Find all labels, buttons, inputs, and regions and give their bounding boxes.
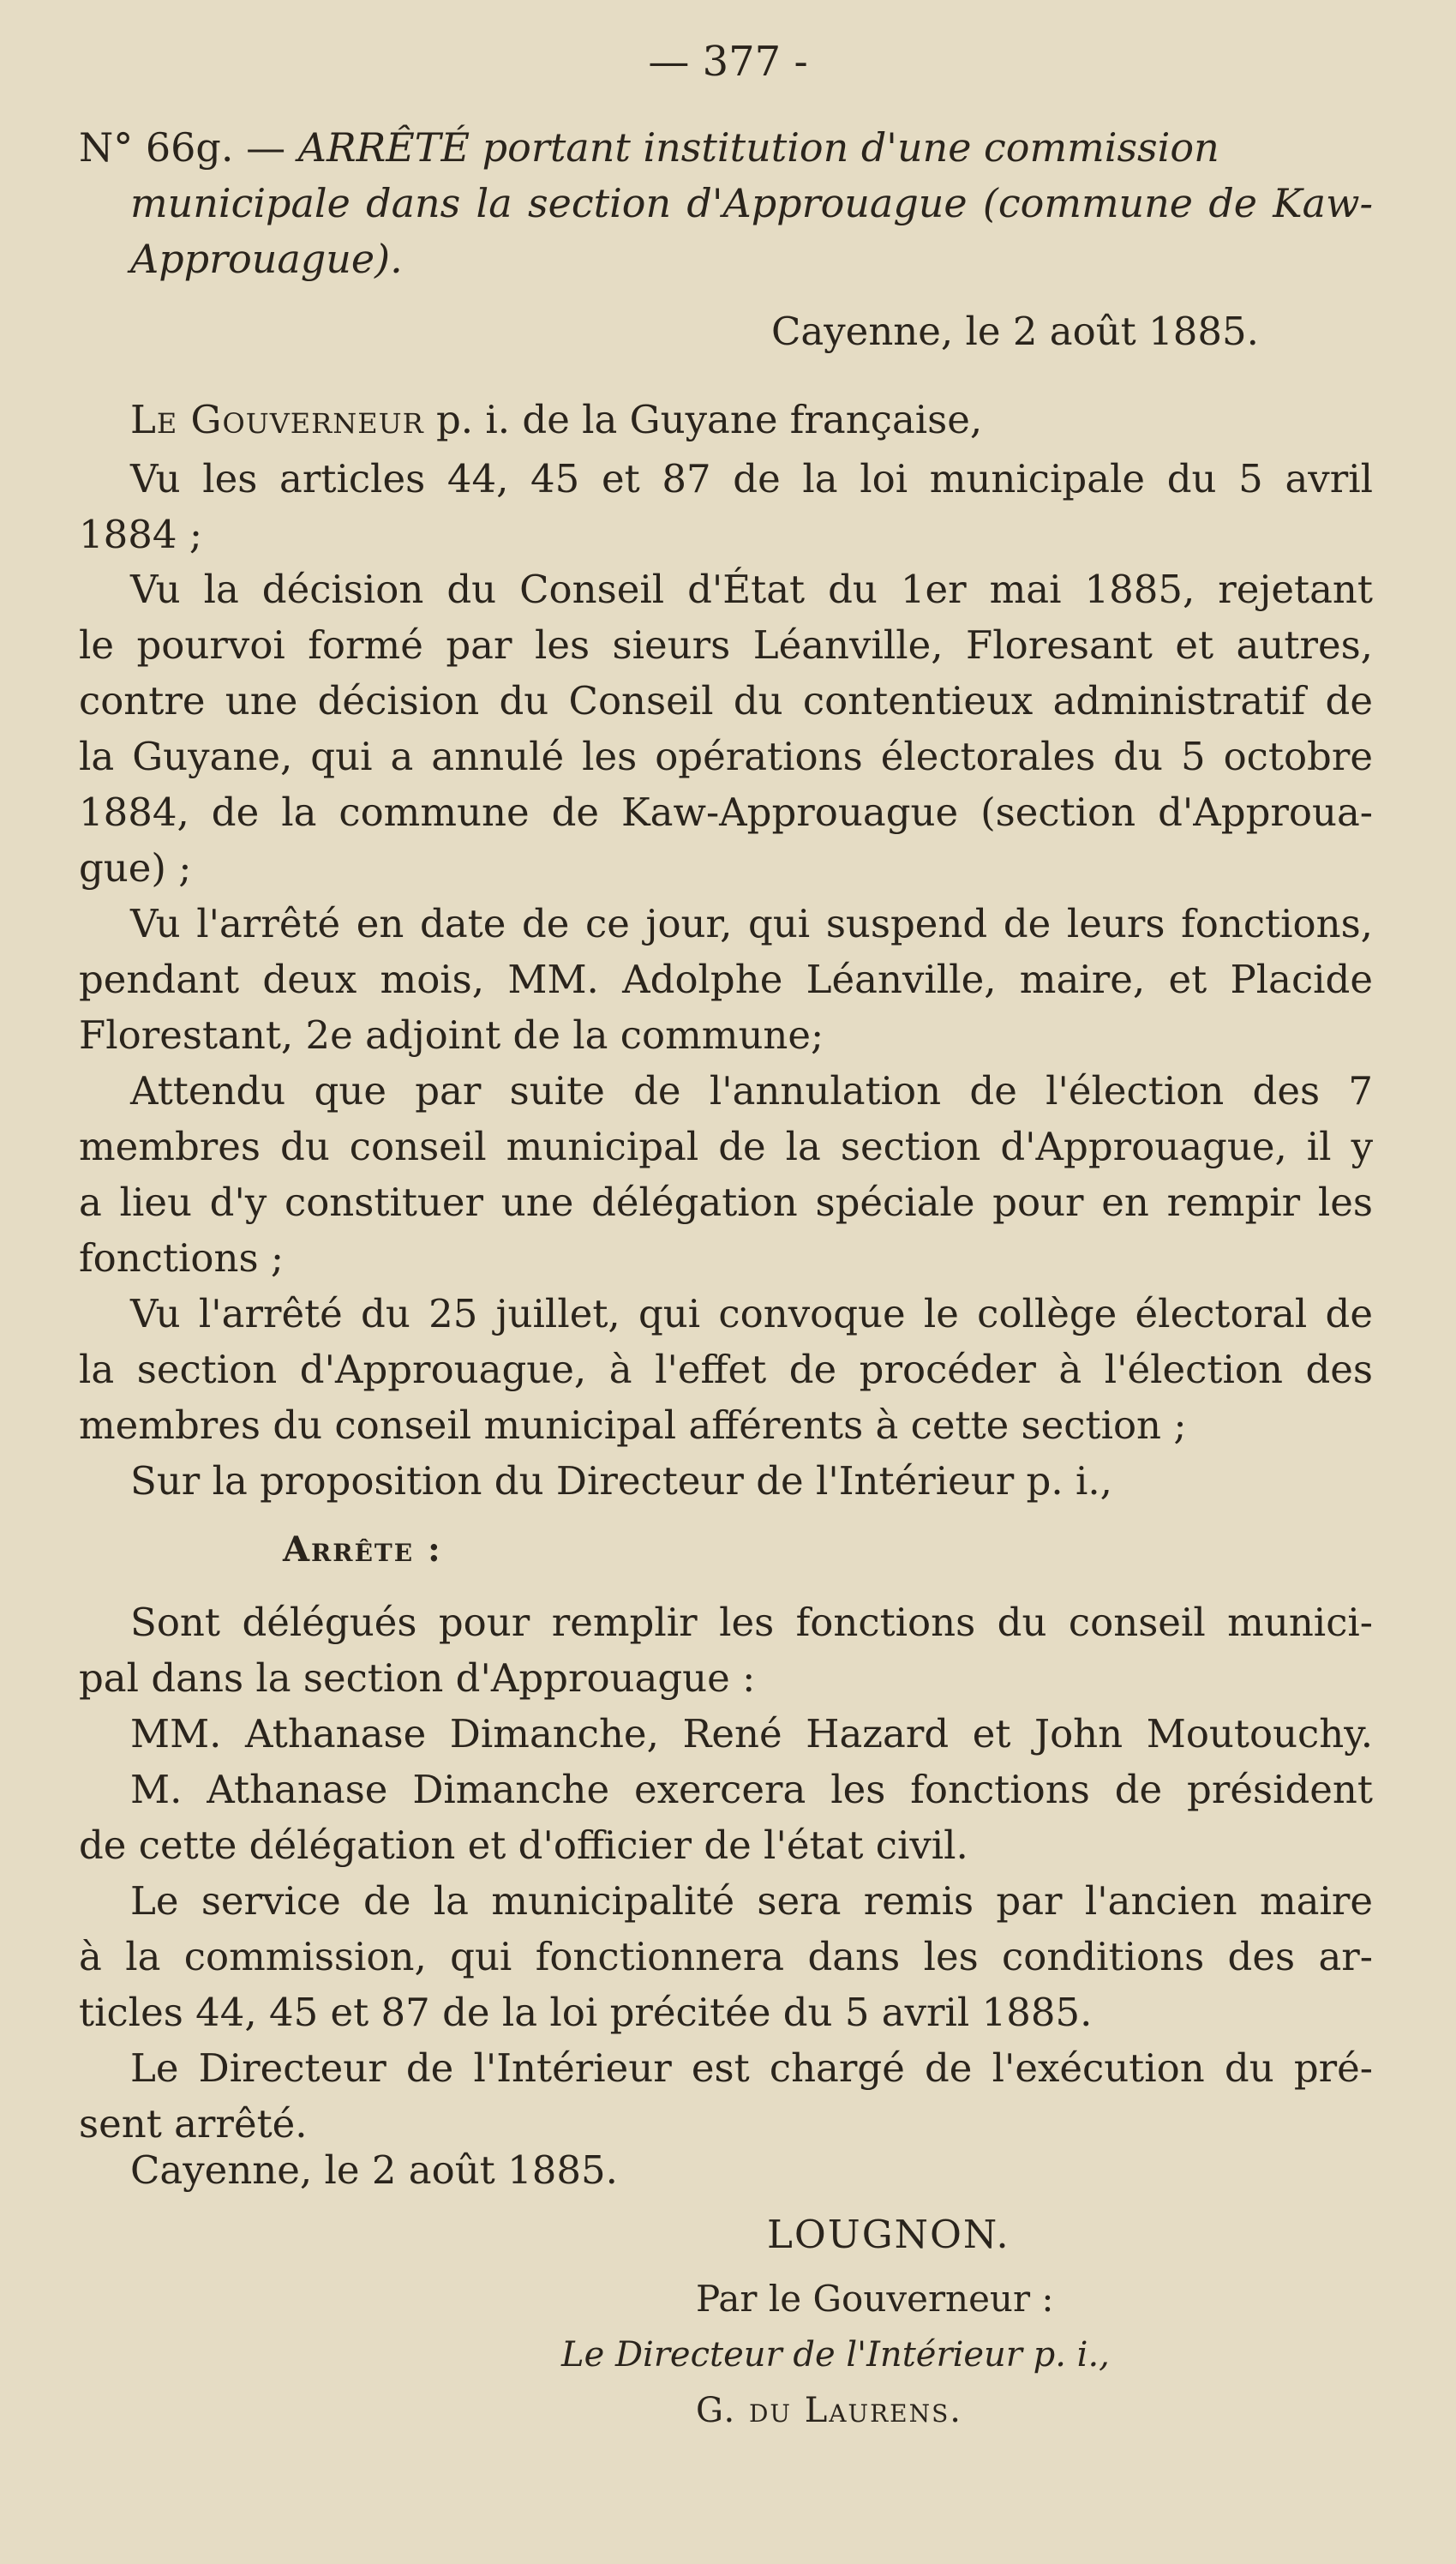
- decision-line-9: Le Directeur de l'Intérieur est chargé de l'exécution du pré-: [130, 2045, 1373, 2091]
- decision-line-1: Sont délégués pour remplir les fonctions du conseil munici-: [130, 1600, 1373, 1645]
- arrete-label: Arrête :: [283, 1529, 442, 1570]
- decision-line-4: M. Athanase Dimanche exercera les fonctions de président: [130, 1767, 1373, 1812]
- preamble-line-11: Florestant, 2e adjoint de la commune;: [79, 1012, 824, 1058]
- preamble-line-15: fonctions ;: [79, 1235, 285, 1281]
- preamble-line-3: Vu la décision du Conseil d'État du 1er mai 1885, rejetant: [130, 567, 1373, 612]
- signature-name: LOUGNON.: [767, 2212, 1010, 2257]
- heading-title: ARRÊTÉ portant institution d'une commission: [297, 124, 1219, 171]
- heading-line-1: [79, 120, 1373, 175]
- decision-line-7: à la commission, qui fonctionnera dans les conditions des ar-: [79, 1934, 1373, 1979]
- governor-line: Le Gouverneur p. i. de la Guyane française,: [130, 397, 983, 442]
- preamble-line-16: Vu l'arrêté du 25 juillet, qui convoque le collège électoral de: [130, 1291, 1373, 1336]
- place-date-top: Cayenne, le 2 août 1885.: [771, 309, 1259, 354]
- decision-line-6: Le service de la municipalité sera remis par l'ancien maire: [130, 1878, 1373, 1924]
- preamble-line-13: membres du conseil municipal de la section d'Approuague, il y: [79, 1124, 1373, 1169]
- preamble-line-6: la Guyane, qui a annulé les opérations électorales du 5 octobre: [79, 734, 1373, 779]
- act-number: N° 66g. —: [79, 124, 286, 171]
- decision-line-8: ticles 44, 45 et 87 de la loi précitée du 5 avril 1885.: [79, 1990, 1093, 2035]
- preamble-line-18: membres du conseil municipal afférents à cette section ;: [79, 1402, 1187, 1448]
- preamble-line-7: 1884, de la commune de Kaw-Approuague (section d'Approua-: [79, 790, 1373, 835]
- signature-title: Le Directeur de l'Intérieur p. i.,: [561, 2335, 1110, 2375]
- decision-line-5: de cette délégation et d'officier de l'état civil.: [79, 1822, 968, 1868]
- preamble-line-10: pendant deux mois, MM. Adolphe Léanville, maire, et Placide: [79, 957, 1373, 1002]
- preamble-line-2: 1884 ;: [79, 512, 202, 557]
- preamble-line-1: Vu les articles 44, 45 et 87 de la loi municipale du 5 avril: [130, 456, 1373, 501]
- page-number: — 377 -: [648, 38, 808, 86]
- preamble-line-8: gue) ;: [79, 845, 192, 891]
- decision-line-10: sent arrêté.: [79, 2101, 308, 2147]
- preamble-line-9: Vu l'arrêté en date de ce jour, qui suspend de leurs fonctions,: [130, 901, 1373, 946]
- preamble-line-14: a lieu d'y constituer une délégation spéciale pour en rempir les: [79, 1180, 1373, 1225]
- decision-line-3: MM. Athanase Dimanche, René Hazard et John Moutouchy.: [130, 1711, 1373, 1756]
- preamble-line-19: Sur la proposition du Directeur de l'Intérieur p. i.,: [130, 1458, 1112, 1504]
- place-date-bottom: Cayenne, le 2 août 1885.: [130, 2147, 618, 2193]
- heading-line-2: municipale dans la section d'Approuague (commune de Kaw-: [130, 180, 1373, 226]
- signature-by: Par le Gouverneur :: [696, 2278, 1054, 2320]
- preamble-line-17: la section d'Approuague, à l'effet de procéder à l'élection des: [79, 1347, 1373, 1392]
- heading-line-3: Approuague).: [130, 236, 403, 282]
- signature-official: G. du Laurens.: [696, 2391, 963, 2430]
- decision-line-2: pal dans la section d'Approuague :: [79, 1655, 756, 1701]
- preamble-line-5: contre une décision du Conseil du contentieux administratif de: [79, 678, 1373, 724]
- preamble-line-12: Attendu que par suite de l'annulation de l'élection des 7: [130, 1068, 1373, 1114]
- preamble-line-4: le pourvoi formé par les sieurs Léanville, Floresant et autres,: [79, 622, 1373, 668]
